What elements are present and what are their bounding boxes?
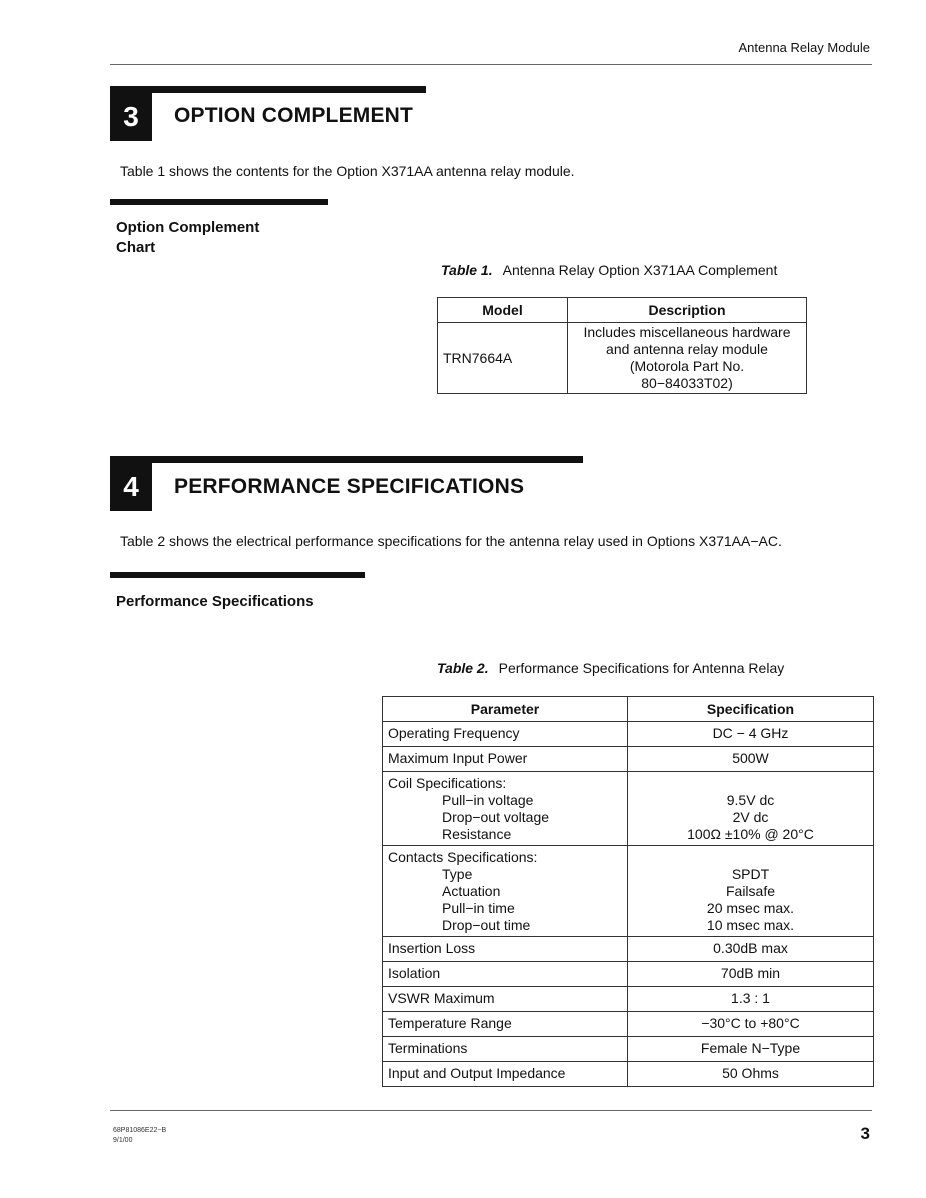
page-number: 3 bbox=[860, 1124, 870, 1143]
description-line: and antenna relay module bbox=[606, 341, 768, 357]
sub-parameter: Resistance bbox=[442, 826, 512, 842]
description-line: Includes miscellaneous hardware bbox=[583, 324, 791, 340]
sub-parameter: Actuation bbox=[442, 883, 501, 899]
parameter-cell: VSWR Maximum bbox=[383, 987, 628, 1012]
sub-parameter: Type bbox=[442, 866, 473, 882]
table-header-row bbox=[438, 298, 807, 323]
sub-parameter: Drop−out voltage bbox=[442, 809, 550, 825]
subheading-1-bar bbox=[110, 199, 328, 205]
specification-cell: 500W bbox=[628, 747, 874, 772]
section-4-number: 4 bbox=[110, 463, 152, 511]
table-header-row bbox=[383, 697, 874, 722]
table-row bbox=[383, 747, 874, 772]
subheading-performance-specifications: Performance Specifications bbox=[116, 593, 314, 610]
specification-cell bbox=[628, 846, 874, 937]
running-header: Antenna Relay Module bbox=[738, 40, 870, 55]
footer-rule bbox=[110, 1110, 872, 1111]
section-4-title: PERFORMANCE SPECIFICATIONS bbox=[174, 475, 525, 498]
specification-cell: 1.3 : 1 bbox=[628, 987, 874, 1012]
table-row bbox=[383, 937, 874, 962]
parameter-group-label: Contacts Specifications: bbox=[388, 849, 538, 865]
specification-cell: DC − 4 GHz bbox=[628, 722, 874, 747]
footer-date: 9/1/00 bbox=[113, 1137, 133, 1144]
footer-doc-info bbox=[113, 1126, 166, 1146]
sub-specification: 20 msec max. bbox=[706, 900, 795, 916]
parameter-cell: Insertion Loss bbox=[383, 937, 628, 962]
parameter-cell: Maximum Input Power bbox=[383, 747, 628, 772]
col-header-description: Description bbox=[568, 298, 807, 323]
section-3-intro: Table 1 shows the contents for the Option X371AA antenna relay module. bbox=[120, 163, 575, 179]
parameter-cell bbox=[383, 846, 628, 937]
table-2-caption bbox=[437, 660, 784, 676]
table-row bbox=[383, 1012, 874, 1037]
sub-specification: Failsafe bbox=[725, 883, 776, 899]
parameter-group-label: Coil Specifications: bbox=[388, 775, 507, 791]
model-cell: TRN7664A bbox=[438, 323, 568, 394]
table-row bbox=[383, 1037, 874, 1062]
col-header-specification: Specification bbox=[628, 697, 874, 722]
section-3-title: OPTION COMPLEMENT bbox=[174, 104, 414, 127]
parameter-cell bbox=[383, 772, 628, 846]
subheading-2-bar bbox=[110, 572, 365, 578]
table-row bbox=[383, 772, 874, 846]
section-4-bar bbox=[110, 456, 583, 463]
parameter-cell: Operating Frequency bbox=[383, 722, 628, 747]
parameter-cell: Isolation bbox=[383, 962, 628, 987]
subheading-line-2: Chart bbox=[116, 239, 156, 256]
table-1-caption bbox=[441, 262, 777, 278]
table-row bbox=[383, 722, 874, 747]
table-row bbox=[383, 846, 874, 937]
parameter-cell: Terminations bbox=[383, 1037, 628, 1062]
section-3-number: 3 bbox=[110, 93, 152, 141]
parameter-cell: Input and Output Impedance bbox=[383, 1062, 628, 1087]
sub-specification: 9.5V dc bbox=[726, 792, 775, 808]
description-cell bbox=[568, 323, 807, 394]
option-complement-table bbox=[437, 297, 807, 394]
table-row bbox=[438, 323, 807, 394]
table-row bbox=[383, 987, 874, 1012]
specification-cell: Female N−Type bbox=[628, 1037, 874, 1062]
section-4-intro: Table 2 shows the electrical performance specifications for the antenna relay used in Options X371AA−AC. bbox=[120, 533, 782, 549]
specification-cell: 70dB min bbox=[628, 962, 874, 987]
sub-parameter: Pull−in voltage bbox=[442, 792, 534, 808]
table-row bbox=[383, 1062, 874, 1087]
description-line: 80−84033T02) bbox=[641, 375, 733, 391]
sub-specification: 2V dc bbox=[732, 809, 769, 825]
col-header-model: Model bbox=[438, 298, 568, 323]
sub-specification: 10 msec max. bbox=[706, 917, 795, 933]
table-2-caption-text: Performance Specifications for Antenna Relay bbox=[498, 660, 785, 676]
sub-parameter: Drop−out time bbox=[442, 917, 531, 933]
parameter-cell: Temperature Range bbox=[383, 1012, 628, 1037]
subheading-option-complement bbox=[116, 218, 259, 258]
performance-specifications-table bbox=[382, 696, 874, 1087]
footer-doc-number: 68P81086E22−B bbox=[113, 1127, 167, 1134]
header-rule bbox=[110, 64, 872, 65]
table-1-label: Table 1. bbox=[441, 262, 493, 278]
specification-cell: −30°C to +80°C bbox=[628, 1012, 874, 1037]
specification-cell: 0.30dB max bbox=[628, 937, 874, 962]
sub-specification: 100Ω ±10% @ 20°C bbox=[687, 826, 814, 842]
col-header-parameter: Parameter bbox=[383, 697, 628, 722]
table-2-label: Table 2. bbox=[437, 660, 489, 676]
sub-parameter: Pull−in time bbox=[442, 900, 515, 916]
specification-cell bbox=[628, 772, 874, 846]
description-line: (Motorola Part No. bbox=[629, 358, 745, 374]
section-3-bar bbox=[110, 86, 426, 93]
table-row bbox=[383, 962, 874, 987]
specification-cell: 50 Ohms bbox=[628, 1062, 874, 1087]
subheading-line-1: Option Complement bbox=[116, 219, 260, 236]
table-1-caption-text: Antenna Relay Option X371AA Complement bbox=[502, 262, 778, 278]
sub-specification: SPDT bbox=[731, 866, 770, 882]
